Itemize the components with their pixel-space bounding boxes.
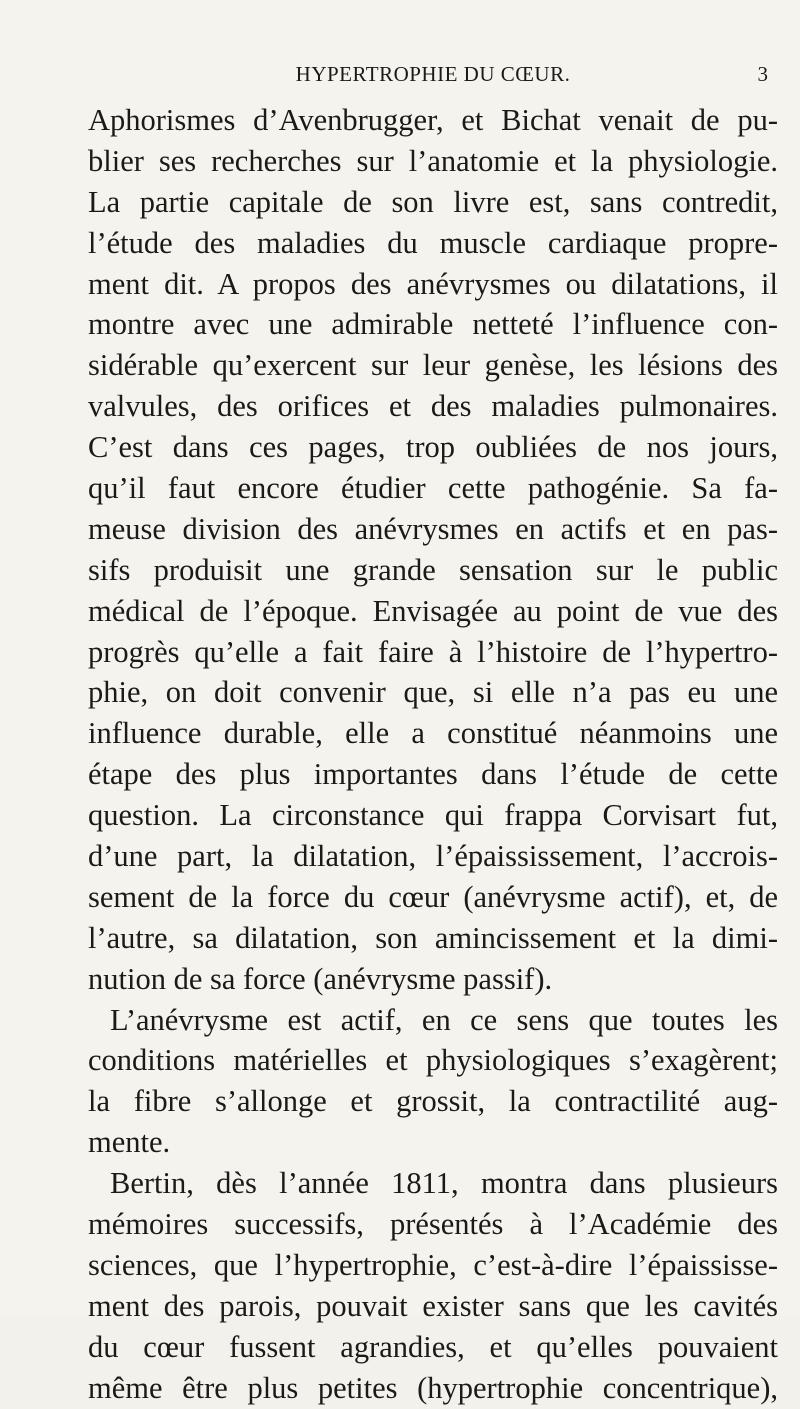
text-line: l’étude des maladies du muscle cardiaque propre- [88, 225, 778, 260]
text-line: Bertin, dès l’année 1811, montra dans plusieurs [110, 1166, 778, 1201]
text-line: étape des plus importantes dans l’étude de cette [88, 757, 778, 792]
text-line: Aphorismes d’Avenbrugger, et Bichat venait de pu- [88, 103, 778, 137]
running-title: HYPERTROPHIE DU CŒUR. [295, 62, 571, 86]
text-line: mémoires successifs, présentés à l’Académie des [88, 1207, 778, 1242]
text-line: montre avec une admirable netteté l’influence con- [88, 307, 778, 342]
text-line: progrès qu’elle a fait faire à l’histoire de l’hypertro- [88, 634, 778, 669]
text-line: nution de sa force (anévrysme passif). [88, 961, 553, 996]
text-line: médical de l’époque. Envisagée au point de vue des [88, 593, 778, 628]
text-line: conditions matérielles et physiologiques s’exagèrent; [88, 1043, 778, 1078]
text-line: mente. [88, 1125, 171, 1160]
text-line: L’anévrysme est actif, en ce sens que toutes les [110, 1002, 778, 1037]
text-line: meuse division des anévrysmes en actifs et en pas- [88, 511, 778, 546]
page-number: 3 [757, 62, 768, 86]
text-line: l’autre, sa dilatation, son amincissement et la dimi- [88, 920, 778, 955]
text-line: même être plus petites (hypertrophie concentrique), [88, 1370, 778, 1405]
text-line: valvules, des orifices et des maladies pulmonaires. [88, 389, 778, 424]
text-line: C’est dans ces pages, trop oubliées de nos jours, [88, 430, 778, 465]
text-line: sciences, que l’hypertrophie, c’est-à-dire l’épaississe- [88, 1247, 778, 1282]
text-line: ment dit. A propos des anévrysmes ou dilatations, il [88, 266, 778, 301]
text-line: phie, on doit convenir que, si elle n’a pas eu une [88, 675, 778, 710]
text-line: la fibre s’allonge et grossit, la contractilité aug- [88, 1084, 778, 1119]
text-line: sement de la force du cœur (anévrysme actif), et, de [88, 879, 778, 914]
text-line: sifs produisit une grande sensation sur le public [88, 552, 778, 587]
text-line: question. La circonstance qui frappa Corvisart fut, [88, 798, 778, 833]
text-line: La partie capitale de son livre est, sans contredit, [88, 184, 778, 219]
text-line: sidérable qu’exercent sur leur genèse, les lésions des [88, 348, 778, 383]
body-text [88, 100, 778, 1409]
text-line: d’une part, la dilatation, l’épaississement, l’accrois- [88, 839, 778, 874]
text-line: qu’il faut encore étudier cette pathogénie. Sa fa- [88, 471, 778, 506]
text-line: influence durable, elle a constitué néanmoins une [88, 716, 778, 751]
text-line: ment des parois, pouvait exister sans que les cavités [88, 1288, 778, 1323]
text-line: blier ses recherches sur l’anatomie et la physiologie. [88, 143, 778, 178]
running-head [88, 62, 778, 92]
text-line: du cœur fussent agrandies, et qu’elles pouvaient [88, 1329, 778, 1364]
